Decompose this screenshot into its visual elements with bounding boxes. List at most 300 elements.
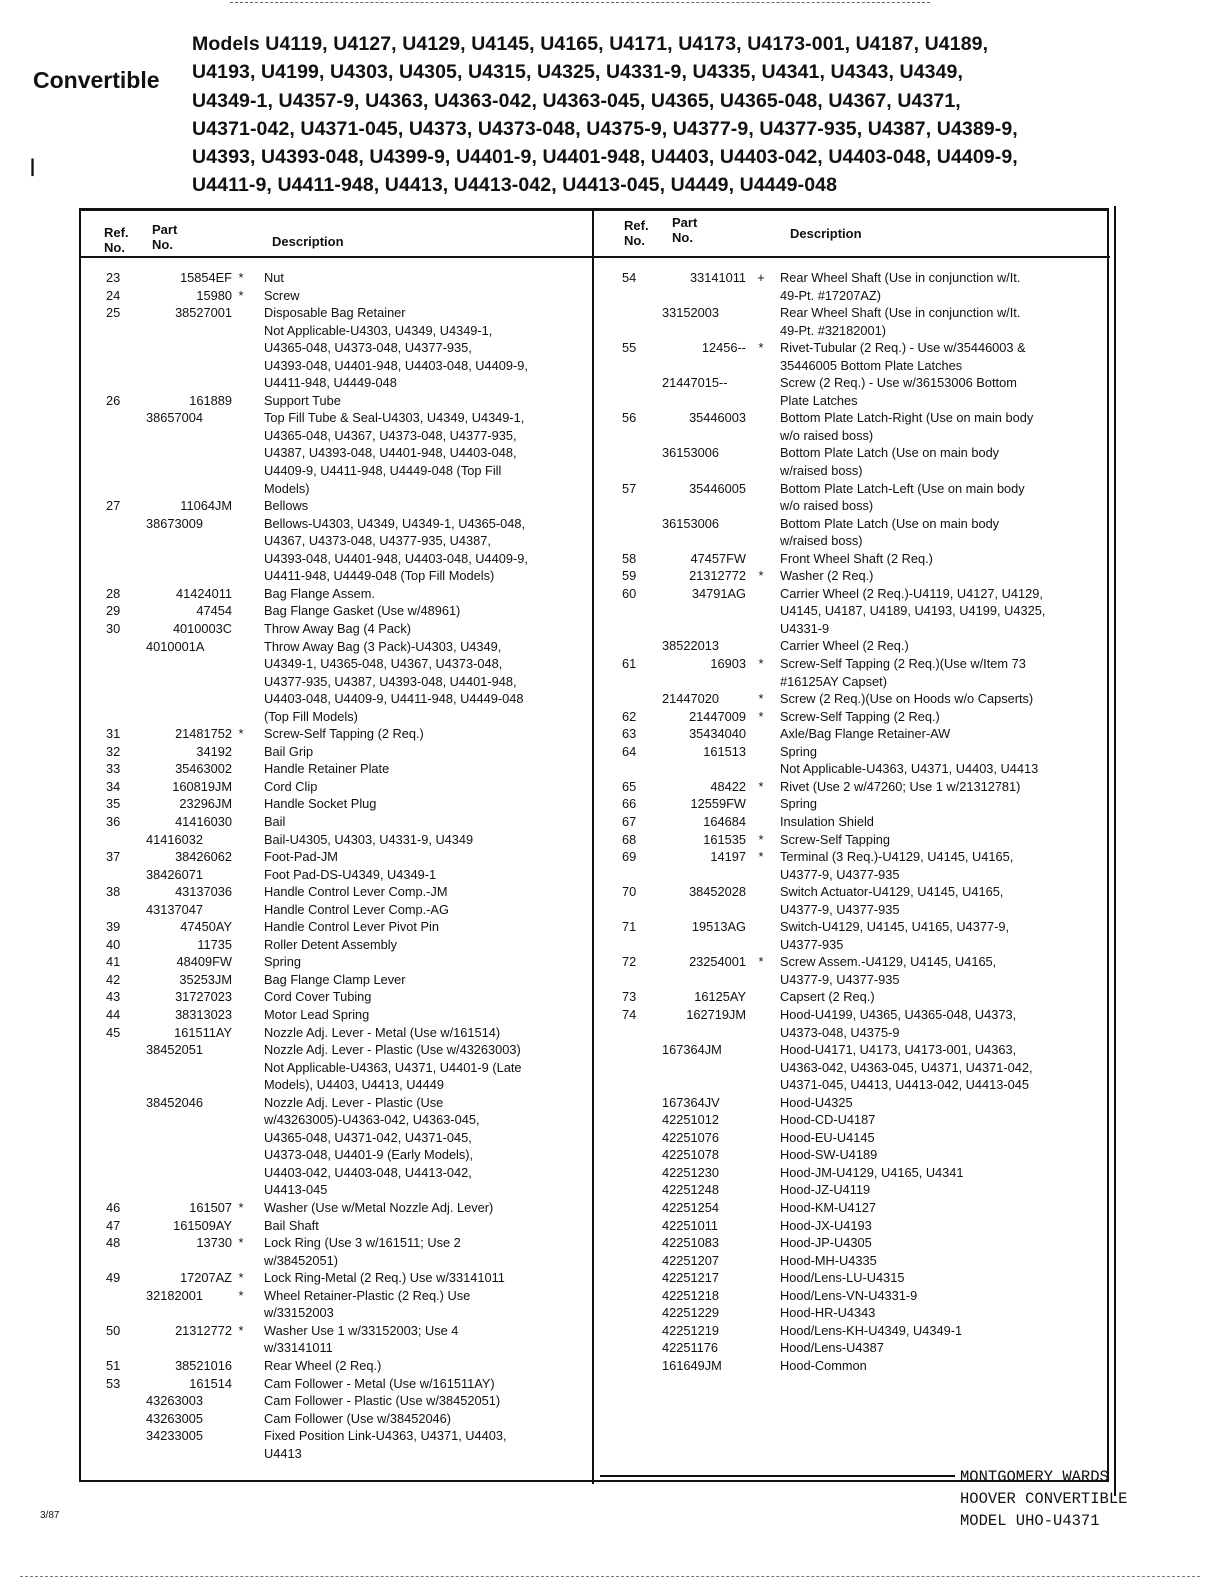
ref-number: 53 (106, 1375, 121, 1391)
right-description-heading: Description (790, 226, 862, 241)
part-description (780, 813, 874, 831)
description-line: Switch Actuator-U4129, U4145, U4165, (780, 884, 1004, 900)
part-description (780, 1234, 872, 1252)
part-mark: * (758, 340, 764, 356)
part-number: 4010003C (172, 620, 232, 636)
description-line: Nut (264, 270, 284, 285)
description-line: U4365-048, U4373-048, U4377-935, (264, 340, 472, 356)
part-number: 167364JM (662, 1042, 722, 1058)
description-line: U4393-048, U4401-948, U4403-048, U4409-9, (264, 357, 528, 373)
ref-number: 60 (622, 585, 637, 601)
description-line: Hood/Lens-LU-U4315 (780, 1270, 905, 1286)
parts-row (622, 795, 1112, 813)
description-line: Not Applicable-U4363, U4371, U4401-9 (Late (264, 1059, 522, 1075)
part-number: 42251219 (662, 1322, 719, 1338)
part-number: 35446003 (689, 410, 746, 426)
part-number: 33141011 (690, 270, 746, 285)
part-mark: * (758, 954, 764, 970)
right-ref-heading: Ref. No. (624, 218, 649, 248)
footer-rule (600, 1475, 955, 1477)
description-line: Bag Flange Clamp Lever (264, 971, 406, 987)
part-description (780, 1164, 964, 1182)
part-description (780, 1129, 875, 1147)
ref-number: 69 (622, 849, 637, 865)
part-description (780, 1322, 962, 1340)
part-description (780, 1252, 877, 1270)
part-description (780, 953, 996, 988)
margin-tick: | (30, 156, 36, 176)
parts-row (106, 971, 592, 989)
part-description (780, 743, 1038, 778)
ref-number: 36 (106, 814, 121, 829)
parts-row (622, 550, 1112, 568)
part-number: 38452028 (689, 884, 746, 900)
description-line: Hood-HR-U4343 (780, 1305, 876, 1321)
parts-row (106, 901, 592, 919)
description-line: U4393-048, U4401-948, U4403-048, U4409-9, (264, 550, 528, 566)
part-number: 167364JV (662, 1094, 720, 1110)
description-line: Screw-Self Tapping (2 Req.) (780, 708, 940, 724)
part-description (264, 725, 424, 743)
description-line: Bail Grip (264, 743, 314, 759)
description-line: U4349-1, U4365-048, U4367, U4373-048, (264, 656, 503, 672)
ref-number: 55 (622, 340, 637, 356)
part-number: 41416030 (175, 814, 232, 829)
part-description (264, 901, 449, 919)
parts-row (106, 813, 592, 831)
part-description (780, 918, 1009, 953)
part-number: 47450AY (180, 919, 232, 935)
part-mark: + (757, 270, 765, 285)
parts-row (106, 602, 592, 620)
description-line: Foot-Pad-JM (264, 849, 338, 865)
part-number: 23296JM (179, 796, 232, 812)
ref-number: 43 (106, 989, 121, 1005)
parts-row (622, 1199, 1112, 1217)
description-line: Cam Follower - Plastic (Use w/38452051) (264, 1393, 501, 1409)
part-description (780, 585, 1045, 638)
part-description (780, 444, 999, 479)
ref-number: 51 (106, 1357, 121, 1373)
part-number: 38452051 (146, 1042, 203, 1058)
part-number: 21481752 (175, 726, 232, 742)
part-description (264, 831, 473, 849)
ref-number: 58 (622, 550, 637, 566)
part-description (264, 743, 313, 761)
part-number: 36153006 (662, 515, 719, 531)
part-number: 35446005 (689, 480, 746, 496)
part-number: 38522013 (662, 638, 719, 654)
part-description (264, 778, 317, 796)
part-description (264, 1269, 505, 1287)
part-mark: * (758, 656, 764, 672)
ref-number: 27 (106, 498, 121, 514)
part-description (780, 374, 1017, 409)
part-number: 38426071 (146, 866, 203, 882)
description-line: Hood-JP-U4305 (780, 1235, 872, 1251)
parts-row (622, 655, 1112, 690)
part-number: 35463002 (175, 761, 232, 777)
parts-row (622, 444, 1112, 479)
parts-row (106, 725, 592, 743)
parts-row (622, 1269, 1112, 1287)
parts-row (622, 409, 1112, 444)
parts-row (106, 866, 592, 884)
description-line: U4363-042, U4363-045, U4371, U4371-042, (780, 1059, 1033, 1075)
part-description (264, 1024, 500, 1042)
scan-artifact-top (230, 2, 930, 5)
description-line: Front Wheel Shaft (2 Req.) (780, 550, 933, 566)
part-description (264, 620, 411, 638)
description-line: Spring (780, 743, 817, 759)
description-line: Terminal (3 Req.)-U4129, U4145, U4165, (780, 849, 1014, 865)
part-description (264, 269, 284, 287)
part-number: 21312772 (175, 1322, 232, 1338)
description-line: Plate Latches (780, 392, 858, 408)
left-parts-list (106, 269, 592, 1462)
parts-row (622, 918, 1112, 953)
part-number: 34233005 (146, 1428, 203, 1444)
part-description (264, 1322, 458, 1357)
ref-number: 57 (622, 480, 637, 496)
part-description (780, 1041, 1033, 1094)
part-number: 160819JM (172, 778, 232, 794)
parts-row (622, 1129, 1112, 1147)
description-line: Hood-U4199, U4365, U4365-048, U4373, (780, 1006, 1017, 1022)
description-line: Cam Follower (Use w/38452046) (264, 1410, 452, 1426)
part-number: 14197 (710, 849, 746, 865)
part-number: 42251218 (662, 1287, 719, 1303)
part-number: 38313023 (175, 1007, 232, 1023)
part-number: 42251248 (662, 1182, 719, 1198)
description-line: w/raised boss) (780, 463, 863, 479)
description-line: U4145, U4187, U4189, U4193, U4199, U4325, (780, 603, 1046, 619)
parts-row (106, 1024, 592, 1042)
parts-row (106, 304, 592, 392)
parts-row (622, 1094, 1112, 1112)
description-line: U4377-9, U4377-935 (780, 901, 900, 917)
description-line: U4413 (264, 1445, 302, 1461)
part-description (264, 1410, 451, 1428)
right-header-rule (594, 256, 1110, 258)
part-description (780, 550, 933, 568)
part-description (264, 304, 528, 392)
ref-number: 25 (106, 305, 121, 321)
part-number: 33152003 (662, 305, 719, 321)
parts-row (622, 813, 1112, 831)
part-number: 161509AY (173, 1217, 232, 1233)
description-line: Screw-Self Tapping (2 Req.) (264, 726, 424, 742)
ref-number: 46 (106, 1200, 121, 1216)
description-line: U4411-948, U4449-048 (264, 375, 397, 391)
parts-row (622, 1287, 1112, 1305)
description-line: Motor Lead Spring (264, 1007, 370, 1023)
part-number: 42251217 (662, 1270, 719, 1286)
part-mark: * (238, 270, 244, 285)
part-description (264, 602, 460, 620)
description-line: Cord Clip (264, 778, 318, 794)
parts-row (106, 795, 592, 813)
ref-number: 37 (106, 849, 121, 865)
parts-row (106, 392, 592, 410)
parts-row (106, 831, 592, 849)
part-number: 48409FW (176, 954, 232, 970)
scan-artifact-bottom (20, 1576, 1200, 1578)
ref-number: 56 (622, 410, 637, 426)
part-number: 42251076 (662, 1129, 719, 1145)
part-number: 38452046 (146, 1094, 203, 1110)
description-line: Bellows-U4303, U4349, U4349-1, U4365-048, (264, 515, 526, 531)
ref-number: 28 (106, 585, 121, 601)
parts-row (106, 936, 592, 954)
part-description (264, 1234, 461, 1269)
part-number: 42251254 (662, 1199, 719, 1215)
description-line: Carrier Wheel (2 Req.) (780, 638, 909, 654)
parts-row (622, 725, 1112, 743)
description-line: Hood-KM-U4127 (780, 1199, 877, 1215)
parts-row (622, 1111, 1112, 1129)
ref-number: 40 (106, 936, 121, 952)
parts-row (106, 883, 592, 901)
part-number: 43263003 (146, 1393, 203, 1409)
models-line: Models U4119, U4127, U4129, U4145, U4165, U4171, U4173, U4173-001, U4187, U4189, (192, 33, 989, 55)
parts-row (106, 409, 592, 497)
ref-number: 49 (106, 1270, 121, 1286)
description-line: Screw Assem.-U4129, U4145, U4165, (780, 954, 997, 970)
right-part-heading: Part No. (672, 215, 698, 245)
column-divider (592, 208, 594, 1484)
part-number: 21447015-- (662, 375, 728, 391)
description-line: Bottom Plate Latch (Use on main body (780, 445, 1000, 461)
ref-number: 62 (622, 708, 637, 724)
description-line: Models) (264, 480, 310, 496)
ref-number: 38 (106, 884, 121, 900)
description-line: U4411-948, U4449-048 (Top Fill Models) (264, 568, 495, 584)
part-number: 42251011 (662, 1217, 718, 1233)
parts-row (622, 1339, 1112, 1357)
ref-number: 47 (106, 1217, 121, 1233)
ref-number: 31 (106, 726, 121, 742)
part-number: 42251078 (662, 1147, 719, 1163)
ref-number: 23 (106, 270, 121, 285)
description-line: Rear Wheel (2 Req.) (264, 1357, 382, 1373)
description-line: Wheel Retainer-Plastic (2 Req.) Use (264, 1287, 471, 1303)
parts-row (622, 848, 1112, 883)
part-number: 31727023 (175, 989, 232, 1005)
description-line: U4331-9 (780, 620, 830, 636)
part-description (780, 1199, 876, 1217)
ref-number: 71 (622, 919, 637, 935)
part-number: 11735 (197, 936, 232, 952)
ref-number: 34 (106, 778, 121, 794)
part-description (780, 1287, 917, 1305)
part-mark: * (238, 1235, 244, 1251)
part-description (264, 287, 300, 305)
part-mark: * (758, 691, 764, 707)
description-line: Lock Ring (Use 3 w/161511; Use 2 (264, 1235, 461, 1251)
models-line: U4393, U4393-048, U4399-9, U4401-9, U4401-948, U4403, U4403-042, U4403-048, U4409-9, (192, 146, 1018, 169)
description-line: Hood/Lens-KH-U4349, U4349-1 (780, 1322, 963, 1338)
part-number: 34192 (196, 743, 232, 759)
description-line: Hood/Lens-U4387 (780, 1340, 884, 1356)
parts-row (106, 1427, 592, 1462)
ref-number: 74 (622, 1006, 637, 1022)
parts-row (622, 304, 1112, 339)
side-label: Convertible (33, 67, 160, 93)
note-line: MODEL UHO-U4371 (960, 1512, 1100, 1530)
description-line: Throw Away Bag (3 Pack)-U4303, U4349, (264, 638, 502, 654)
description-line: U4403-048, U4409-9, U4411-948, U4449-048 (264, 691, 524, 707)
ref-number: 30 (106, 620, 121, 636)
part-mark: * (238, 726, 244, 742)
part-description (780, 1146, 877, 1164)
part-description (264, 392, 341, 410)
part-description (780, 637, 909, 655)
part-description (780, 883, 1003, 918)
description-line: Insulation Shield (780, 813, 874, 829)
parts-row (106, 497, 592, 515)
left-ref-heading: Ref. No. (104, 225, 129, 255)
description-line: Handle Control Lever Comp.-JM (264, 884, 448, 900)
description-line: w/43263005)-U4363-042, U4363-045, (264, 1112, 480, 1128)
part-description (264, 1041, 522, 1094)
description-line: U4387, U4393-048, U4401-948, U4403-048, (264, 445, 517, 461)
parts-row (106, 269, 592, 287)
description-line: Hood-SW-U4189 (780, 1147, 878, 1163)
description-line: Handle Control Lever Comp.-AG (264, 901, 449, 917)
part-description (780, 269, 1020, 304)
parts-row (622, 1164, 1112, 1182)
parts-row (106, 287, 592, 305)
parts-row (106, 620, 592, 638)
description-line: Hood-JX-U4193 (780, 1217, 872, 1233)
description-line: Cam Follower - Metal (Use w/161511AY) (264, 1375, 495, 1391)
description-line: 49-Pt. #17207AZ) (780, 287, 882, 303)
parts-row (622, 1006, 1112, 1041)
ref-number: 24 (106, 287, 121, 303)
description-line: Models), U4403, U4413, U4449 (264, 1077, 444, 1093)
parts-row (106, 1094, 592, 1199)
description-line: Bail Shaft (264, 1217, 319, 1233)
description-line: Axle/Bag Flange Retainer-AW (780, 726, 951, 742)
part-description (780, 778, 1020, 796)
parts-row (106, 743, 592, 761)
description-line: w/33152003 (264, 1305, 334, 1321)
description-line: Screw (2 Req.) - Use w/36153006 Bottom (780, 375, 1017, 391)
description-line: Hood-U4171, U4173, U4173-001, U4363, (780, 1042, 1017, 1058)
parts-row (106, 638, 592, 726)
parts-row (106, 760, 592, 778)
part-number: 161511AY (174, 1024, 232, 1040)
description-line: Bottom Plate Latch-Left (Use on main body (780, 480, 1025, 496)
parts-row (622, 269, 1112, 304)
part-description (264, 638, 523, 726)
description-line: Hood-EU-U4145 (780, 1129, 875, 1145)
description-line: Spring (780, 796, 817, 812)
parts-row (622, 1217, 1112, 1235)
description-line: Screw (2 Req.)(Use on Hoods w/o Capserts) (780, 691, 1034, 707)
part-description (264, 1427, 507, 1462)
description-line: Handle Control Lever Pivot Pin (264, 919, 439, 935)
part-description (780, 848, 1013, 883)
description-line: U4371-045, U4413, U4413-042, U4413-045 (780, 1077, 1030, 1093)
part-number: 42251176 (662, 1340, 718, 1356)
description-line: Spring (264, 954, 301, 970)
description-line: w/raised boss) (780, 533, 863, 549)
ref-number: 73 (622, 989, 637, 1005)
description-line: Bottom Plate Latch-Right (Use on main body (780, 410, 1034, 426)
left-header-rule (80, 256, 592, 258)
ref-number: 50 (106, 1322, 121, 1338)
models-heading (192, 30, 1152, 200)
description-line: U4413-045 (264, 1182, 328, 1198)
part-number: 17207AZ (180, 1270, 232, 1286)
parts-row (106, 585, 592, 603)
description-line: (Top Fill Models) (264, 708, 358, 724)
part-description (780, 1181, 870, 1199)
part-description (780, 1304, 875, 1322)
part-number: 41416032 (146, 831, 203, 847)
part-description (264, 1392, 500, 1410)
part-description (264, 1375, 495, 1393)
description-line: Capsert (2 Req.) (780, 989, 875, 1005)
part-number: 47457FW (690, 550, 746, 566)
note-line: HOOVER CONVERTIBLE (960, 1490, 1128, 1508)
parts-row (622, 480, 1112, 515)
part-description (264, 866, 436, 884)
part-number: 161889 (189, 392, 232, 408)
description-line: #16125AY Capset) (780, 673, 887, 689)
description-line: Not Applicable-U4303, U4349, U4349-1, (264, 322, 493, 338)
part-number: 161514 (189, 1375, 232, 1391)
description-line: Bail (264, 814, 286, 829)
part-description (264, 971, 406, 989)
description-line: Fixed Position Link-U4363, U4371, U4403, (264, 1428, 507, 1444)
ref-number: 45 (106, 1024, 121, 1040)
description-line: U4377-935, U4387, U4393-048, U4401-948, (264, 673, 517, 689)
part-mark: * (238, 1200, 244, 1216)
models-line: U4411-9, U4411-948, U4413, U4413-042, U4413-045, U4449, U4449-048 (192, 174, 838, 197)
description-line: Bag Flange Gasket (Use w/48961) (264, 603, 461, 619)
ref-number: 39 (106, 919, 121, 935)
description-line: Screw-Self Tapping (780, 831, 891, 847)
ref-number: 64 (622, 743, 637, 759)
description-line: Lock Ring-Metal (2 Req.) Use w/33141011 (264, 1270, 505, 1286)
parts-row (106, 1375, 592, 1393)
description-line: U4365-048, U4367, U4373-048, U4377-935, (264, 427, 517, 443)
parts-row (622, 988, 1112, 1006)
part-description (780, 1006, 1016, 1041)
description-line: w/o raised boss) (780, 427, 874, 443)
part-number: 42251230 (662, 1164, 719, 1180)
parts-row (622, 1146, 1112, 1164)
part-mark: * (238, 1270, 244, 1286)
description-line: Bellows (264, 498, 309, 514)
parts-row (106, 1357, 592, 1375)
parts-row (622, 1322, 1112, 1340)
part-description (780, 1217, 872, 1235)
ref-number: 54 (622, 270, 637, 285)
parts-row (106, 1234, 592, 1269)
part-number: 43263005 (146, 1410, 203, 1426)
part-number: 161513 (703, 743, 746, 759)
part-description (780, 339, 1026, 374)
description-line: Hood-CD-U4187 (780, 1112, 876, 1128)
part-number: 43137047 (146, 901, 203, 917)
description-line: Carrier Wheel (2 Req.)-U4119, U4127, U4129, (780, 585, 1043, 601)
description-line: Rear Wheel Shaft (Use in conjunction w/It. (780, 305, 1021, 321)
part-description (264, 1217, 319, 1235)
